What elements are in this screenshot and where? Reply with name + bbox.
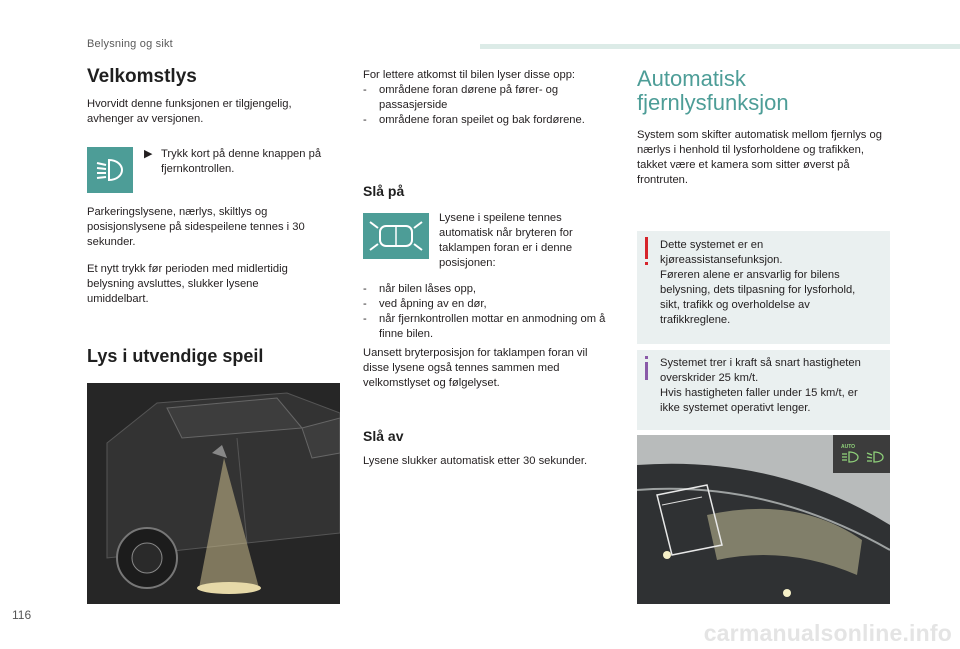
warning-text bbox=[660, 238, 888, 328]
headlamp-button-icon bbox=[87, 147, 133, 193]
car-mirror-light-icon bbox=[368, 218, 424, 254]
auto-highbeam-title-line2: fjernlysfunksjon bbox=[637, 90, 789, 115]
warning-note bbox=[637, 231, 890, 344]
info-line: Systemet trer i kraft så snart hastigheten bbox=[660, 357, 861, 369]
auto-highbeam-intro: System som skifter automatisk mellom fjernlys og nærlys i henhold til lysforholdene og trafikken, takket være et kamera som sitter øverst på frontruten. bbox=[637, 129, 882, 186]
page-number: 116 bbox=[12, 608, 32, 622]
mirror-light-title: Lys i utvendige speil bbox=[87, 346, 264, 366]
warning-line: sikt, trafikk og overholdelse av bbox=[660, 299, 810, 311]
info-note bbox=[637, 350, 890, 430]
car-mirror-illustration bbox=[87, 383, 340, 604]
off-para: Lysene slukker automatisk etter 30 sekunder. bbox=[363, 455, 588, 467]
warning-line: trafikkreglene. bbox=[660, 314, 731, 326]
off-title: Slå av bbox=[363, 428, 404, 444]
auto-highbeam-indicator-icon bbox=[841, 451, 885, 463]
info-text bbox=[660, 356, 888, 416]
on-list bbox=[363, 282, 615, 342]
welcome-light-para2: Et nytt trykk før perioden med midlertidig belysning avsluttes, slukker lysene umiddelbart. bbox=[87, 263, 288, 305]
auto-highbeam-illustration bbox=[637, 435, 890, 604]
info-line: Hvis hastigheten faller under 15 km/t, er bbox=[660, 387, 858, 399]
list-item: - ved åpning av en dør, bbox=[363, 297, 615, 312]
info-icon-dot bbox=[645, 356, 648, 359]
bullet-arrow: ▶ bbox=[144, 148, 153, 160]
welcome-light-title: Velkomstlys bbox=[87, 66, 197, 87]
list-item: - områdene foran speilet og bak fordørene. bbox=[363, 113, 613, 128]
mirror-light-switch-icon bbox=[363, 213, 429, 259]
welcome-light-para1: Parkeringslysene, nærlys, skiltlys og posisjonslysene på sidespeilene tennes i 30 sekunder. bbox=[87, 206, 305, 248]
watermark: carmanualsonline.info bbox=[703, 620, 952, 646]
warning-line: Dette systemet er en bbox=[660, 239, 764, 251]
button-caption: Trykk kort på denne knappen på fjernkontrollen. bbox=[161, 148, 322, 175]
header-bar bbox=[480, 44, 960, 49]
on-para: Uansett bryterposisjon for taklampen foran vil disse lysene også tennes sammen med velkomstlyset og følgelyset. bbox=[363, 347, 588, 389]
headlamp-icon bbox=[95, 157, 125, 183]
auto-label: AUTO bbox=[841, 444, 856, 450]
car-illustration-icon bbox=[87, 383, 340, 604]
info-icon bbox=[645, 362, 648, 380]
on-title: Slå på bbox=[363, 183, 405, 199]
warning-icon bbox=[645, 237, 648, 259]
warning-line: belysning, dets tilpasning for lysforhold, bbox=[660, 284, 856, 296]
welcome-light-intro: Hvorvidt denne funksjonen er tilgjengelig, avhenger av versjonen. bbox=[87, 98, 292, 125]
warning-icon-dot bbox=[645, 262, 648, 265]
warning-line: Føreren alene er ansvarlig for bilens bbox=[660, 269, 840, 281]
mirror-intro: For lettere atkomst til bilen lyser disse opp: bbox=[363, 69, 576, 81]
section-header: Belysning og sikt bbox=[87, 38, 173, 50]
list-item: - områdene foran dørene på fører- og passasjerside bbox=[363, 83, 613, 113]
auto-highbeam-title bbox=[637, 67, 789, 115]
mirror-intro-list bbox=[363, 83, 613, 128]
info-line: overskrider 25 km/t. bbox=[660, 372, 759, 384]
info-line: ikke systemet operativt lenger. bbox=[660, 402, 811, 414]
auto-highbeam-title-line1: Automatisk bbox=[637, 66, 746, 91]
on-caption: Lysene i speilene tennes automatisk når bryteren for taklampen foran er i denne posisjonen: bbox=[439, 212, 573, 269]
list-item: - når fjernkontrollen mottar en anmodning om å finne bilen. bbox=[363, 312, 615, 342]
warning-line: kjøreassistansefunksjon. bbox=[660, 254, 783, 266]
list-item: - når bilen låses opp, bbox=[363, 282, 615, 297]
